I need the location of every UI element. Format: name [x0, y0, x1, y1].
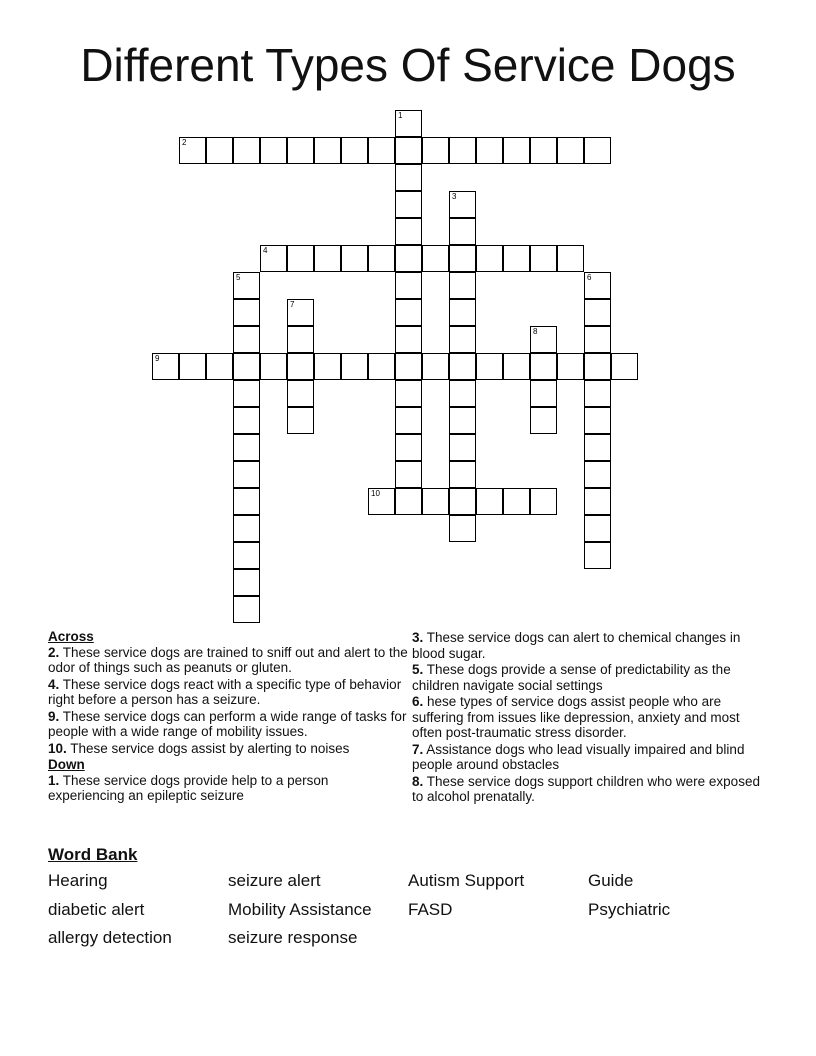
clue-down-5: [412, 662, 772, 693]
word-bank-item: diabetic alert: [48, 899, 145, 919]
crossword-cell[interactable]: [449, 137, 476, 164]
crossword-cell[interactable]: [449, 380, 476, 407]
crossword-cell[interactable]: [584, 326, 611, 353]
word-bank-item: Guide: [588, 871, 634, 890]
crossword-cell[interactable]: [530, 488, 557, 515]
clue-down-8: [412, 774, 772, 805]
crossword-cell[interactable]: [233, 596, 260, 623]
crossword-cell[interactable]: [233, 515, 260, 542]
crossword-cell[interactable]: [449, 245, 476, 272]
clue-down-6: [412, 694, 772, 741]
crossword-cell[interactable]: [395, 434, 422, 461]
crossword-cell[interactable]: [152, 353, 179, 380]
clues-right-column: [412, 630, 772, 806]
crossword-cell[interactable]: [503, 137, 530, 164]
crossword-cell[interactable]: [449, 407, 476, 434]
crossword-cell[interactable]: [233, 569, 260, 596]
crossword-cell[interactable]: [395, 299, 422, 326]
crossword-cell[interactable]: [449, 461, 476, 488]
crossword-cell[interactable]: [395, 272, 422, 299]
crossword-cell[interactable]: [584, 434, 611, 461]
crossword-cell[interactable]: [449, 515, 476, 542]
crossword-cell[interactable]: [449, 488, 476, 515]
crossword-cell[interactable]: [368, 353, 395, 380]
crossword-cell[interactable]: [530, 380, 557, 407]
clue-number: 8.: [412, 773, 424, 789]
crossword-cell[interactable]: [395, 164, 422, 191]
crossword-cell[interactable]: [584, 407, 611, 434]
crossword-cell[interactable]: [287, 137, 314, 164]
crossword-cell[interactable]: [233, 137, 260, 164]
crossword-cell[interactable]: [233, 488, 260, 515]
crossword-cell[interactable]: [368, 245, 395, 272]
word-bank: [48, 845, 768, 949]
crossword-cell[interactable]: [233, 326, 260, 353]
crossword-cell[interactable]: [233, 380, 260, 407]
crossword-cell[interactable]: [341, 137, 368, 164]
crossword-cell[interactable]: [233, 272, 260, 299]
clue-across-9: [48, 709, 408, 740]
crossword-cell[interactable]: [233, 407, 260, 434]
word-bank-item: allergy detection: [48, 928, 172, 947]
crossword-cell[interactable]: [584, 461, 611, 488]
clue-text: These service dogs assist by alerting to noises: [66, 740, 350, 756]
crossword-cell[interactable]: [449, 326, 476, 353]
word-bank-item: Mobility Assistance: [228, 899, 372, 919]
crossword-cell[interactable]: [449, 434, 476, 461]
clue-across-10: [48, 741, 408, 757]
crossword-cell[interactable]: [503, 488, 530, 515]
crossword-cell[interactable]: [287, 326, 314, 353]
cell-number: 6: [587, 273, 592, 282]
crossword-cell[interactable]: [476, 245, 503, 272]
crossword-cell[interactable]: [503, 245, 530, 272]
crossword-cell[interactable]: [395, 353, 422, 380]
crossword-cell[interactable]: [584, 353, 611, 380]
crossword-cell[interactable]: [260, 353, 287, 380]
crossword-cell[interactable]: [287, 353, 314, 380]
word-bank-list: [48, 871, 768, 949]
cell-number: 9: [155, 354, 160, 363]
clue-number: 5.: [412, 662, 424, 677]
crossword-cell[interactable]: [260, 137, 287, 164]
clue-across-2: [48, 645, 408, 676]
crossword-cell[interactable]: [395, 218, 422, 245]
clue-across-4: [48, 677, 408, 708]
crossword-cell[interactable]: [584, 488, 611, 515]
crossword-cell[interactable]: [179, 137, 206, 164]
page-title: Different Types Of Service Dogs: [80, 39, 736, 91]
crossword-cell[interactable]: [287, 299, 314, 326]
word-bank-title: Word Bank: [48, 845, 138, 864]
word-bank-item: seizure alert: [228, 871, 321, 890]
crossword-cell[interactable]: [395, 326, 422, 353]
crossword-cell[interactable]: [422, 488, 449, 515]
crossword-cell[interactable]: [503, 353, 530, 380]
crossword-cell[interactable]: [206, 353, 233, 380]
word-bank-item: seizure response: [228, 928, 358, 947]
crossword-cell[interactable]: [557, 245, 584, 272]
crossword-cell[interactable]: [395, 380, 422, 407]
crossword-cell[interactable]: [233, 299, 260, 326]
crossword-cell[interactable]: [476, 353, 503, 380]
crossword-cell[interactable]: [530, 353, 557, 380]
clue-text: These service dogs react with a specific type of behavior right before a person has a seizure.: [48, 676, 402, 707]
cell-number: 10: [371, 489, 380, 498]
crossword-cell[interactable]: [260, 245, 287, 272]
crossword-cell[interactable]: [557, 353, 584, 380]
crossword-cell[interactable]: [395, 245, 422, 272]
crossword-cell[interactable]: [449, 191, 476, 218]
crossword-cell[interactable]: [314, 353, 341, 380]
word-bank-item: FASD: [408, 899, 453, 919]
crossword-cell[interactable]: [530, 137, 557, 164]
clue-text: These service dogs can alert to chemical changes in blood sugar.: [412, 630, 741, 661]
down-heading: Down: [48, 757, 85, 772]
word-bank-item: Psychiatric: [588, 899, 671, 919]
crossword-cell[interactable]: [395, 191, 422, 218]
crossword-cell[interactable]: [233, 542, 260, 569]
clue-text: Assistance dogs who lead visually impaired and blind people around obstacles: [412, 741, 745, 772]
clue-text: hese types of service dogs assist people who are suffering from issues like depression, anxiety and most often post-traumatic stress disorder.: [412, 694, 740, 740]
cell-number: 8: [533, 327, 538, 336]
crossword-cell[interactable]: [341, 353, 368, 380]
crossword-cell[interactable]: [476, 137, 503, 164]
crossword-cell[interactable]: [314, 245, 341, 272]
cell-number: 4: [263, 246, 268, 255]
crossword-cell[interactable]: [395, 488, 422, 515]
crossword-cell[interactable]: [584, 542, 611, 569]
crossword-cell[interactable]: [449, 272, 476, 299]
clue-number: 3.: [412, 630, 424, 645]
word-bank-item: Hearing: [48, 871, 108, 890]
crossword-cell[interactable]: [395, 137, 422, 164]
clue-number: 6.: [412, 694, 424, 709]
crossword-cell[interactable]: [314, 137, 341, 164]
crossword-cell[interactable]: [611, 353, 638, 380]
crossword-cell[interactable]: [395, 110, 422, 137]
cell-number: 7: [290, 300, 295, 309]
crossword-cell[interactable]: [584, 515, 611, 542]
crossword-cell[interactable]: [530, 407, 557, 434]
crossword-cell[interactable]: [287, 380, 314, 407]
crossword-cell[interactable]: [233, 434, 260, 461]
crossword-cell[interactable]: [287, 245, 314, 272]
clue-text: These service dogs support children who were exposed to alcohol prenatally.: [412, 773, 760, 804]
clue-number: 2.: [48, 644, 60, 660]
crossword-cell[interactable]: [368, 488, 395, 515]
crossword-cell[interactable]: [449, 299, 476, 326]
clues-left-column: [48, 629, 408, 805]
clue-number: 1.: [48, 772, 60, 788]
clue-text: These service dogs are trained to sniff out and alert to the odor of things such as peanuts or gluten.: [48, 644, 408, 675]
crossword-cell[interactable]: [368, 137, 395, 164]
cell-number: 1: [398, 111, 403, 120]
clue-number: 9.: [48, 708, 60, 724]
crossword-cell[interactable]: [530, 245, 557, 272]
clue-text: These service dogs can perform a wide range of tasks for people with a wide range of mobility issues.: [48, 708, 407, 739]
crossword-cell[interactable]: [530, 326, 557, 353]
cell-number: 3: [452, 192, 457, 201]
crossword-cell[interactable]: [449, 353, 476, 380]
crossword-cell[interactable]: [584, 299, 611, 326]
crossword-cell[interactable]: [287, 407, 314, 434]
crossword-cell[interactable]: [395, 407, 422, 434]
word-bank-item: Autism Support: [408, 871, 525, 890]
across-heading: Across: [48, 629, 94, 644]
crossword-cell[interactable]: [422, 137, 449, 164]
clue-text: These dogs provide a sense of predictability as the children navigate social settings: [412, 662, 731, 693]
crossword-cell[interactable]: [179, 353, 206, 380]
clue-number: 4.: [48, 676, 60, 692]
clue-number: 7.: [412, 741, 424, 757]
crossword-cell[interactable]: [206, 137, 233, 164]
crossword-cell[interactable]: [422, 353, 449, 380]
crossword-cell[interactable]: [584, 380, 611, 407]
clue-down-3: [412, 630, 772, 661]
crossword-cell[interactable]: [233, 461, 260, 488]
clue-down-1: [48, 773, 408, 804]
clue-down-7: [412, 742, 772, 773]
crossword-cell[interactable]: [584, 137, 611, 164]
crossword-cell[interactable]: [233, 353, 260, 380]
cell-number: 2: [182, 138, 187, 147]
crossword-cell[interactable]: [395, 461, 422, 488]
clue-number: 10.: [48, 740, 67, 756]
cell-number: 5: [236, 273, 241, 282]
crossword-cell[interactable]: [422, 245, 449, 272]
crossword-cell[interactable]: [584, 272, 611, 299]
crossword-cell[interactable]: [341, 245, 368, 272]
crossword-cell[interactable]: [476, 488, 503, 515]
clue-text: These service dogs provide help to a person experiencing an epileptic seizure: [48, 772, 329, 803]
crossword-cell[interactable]: [449, 218, 476, 245]
crossword-cell[interactable]: [557, 137, 584, 164]
